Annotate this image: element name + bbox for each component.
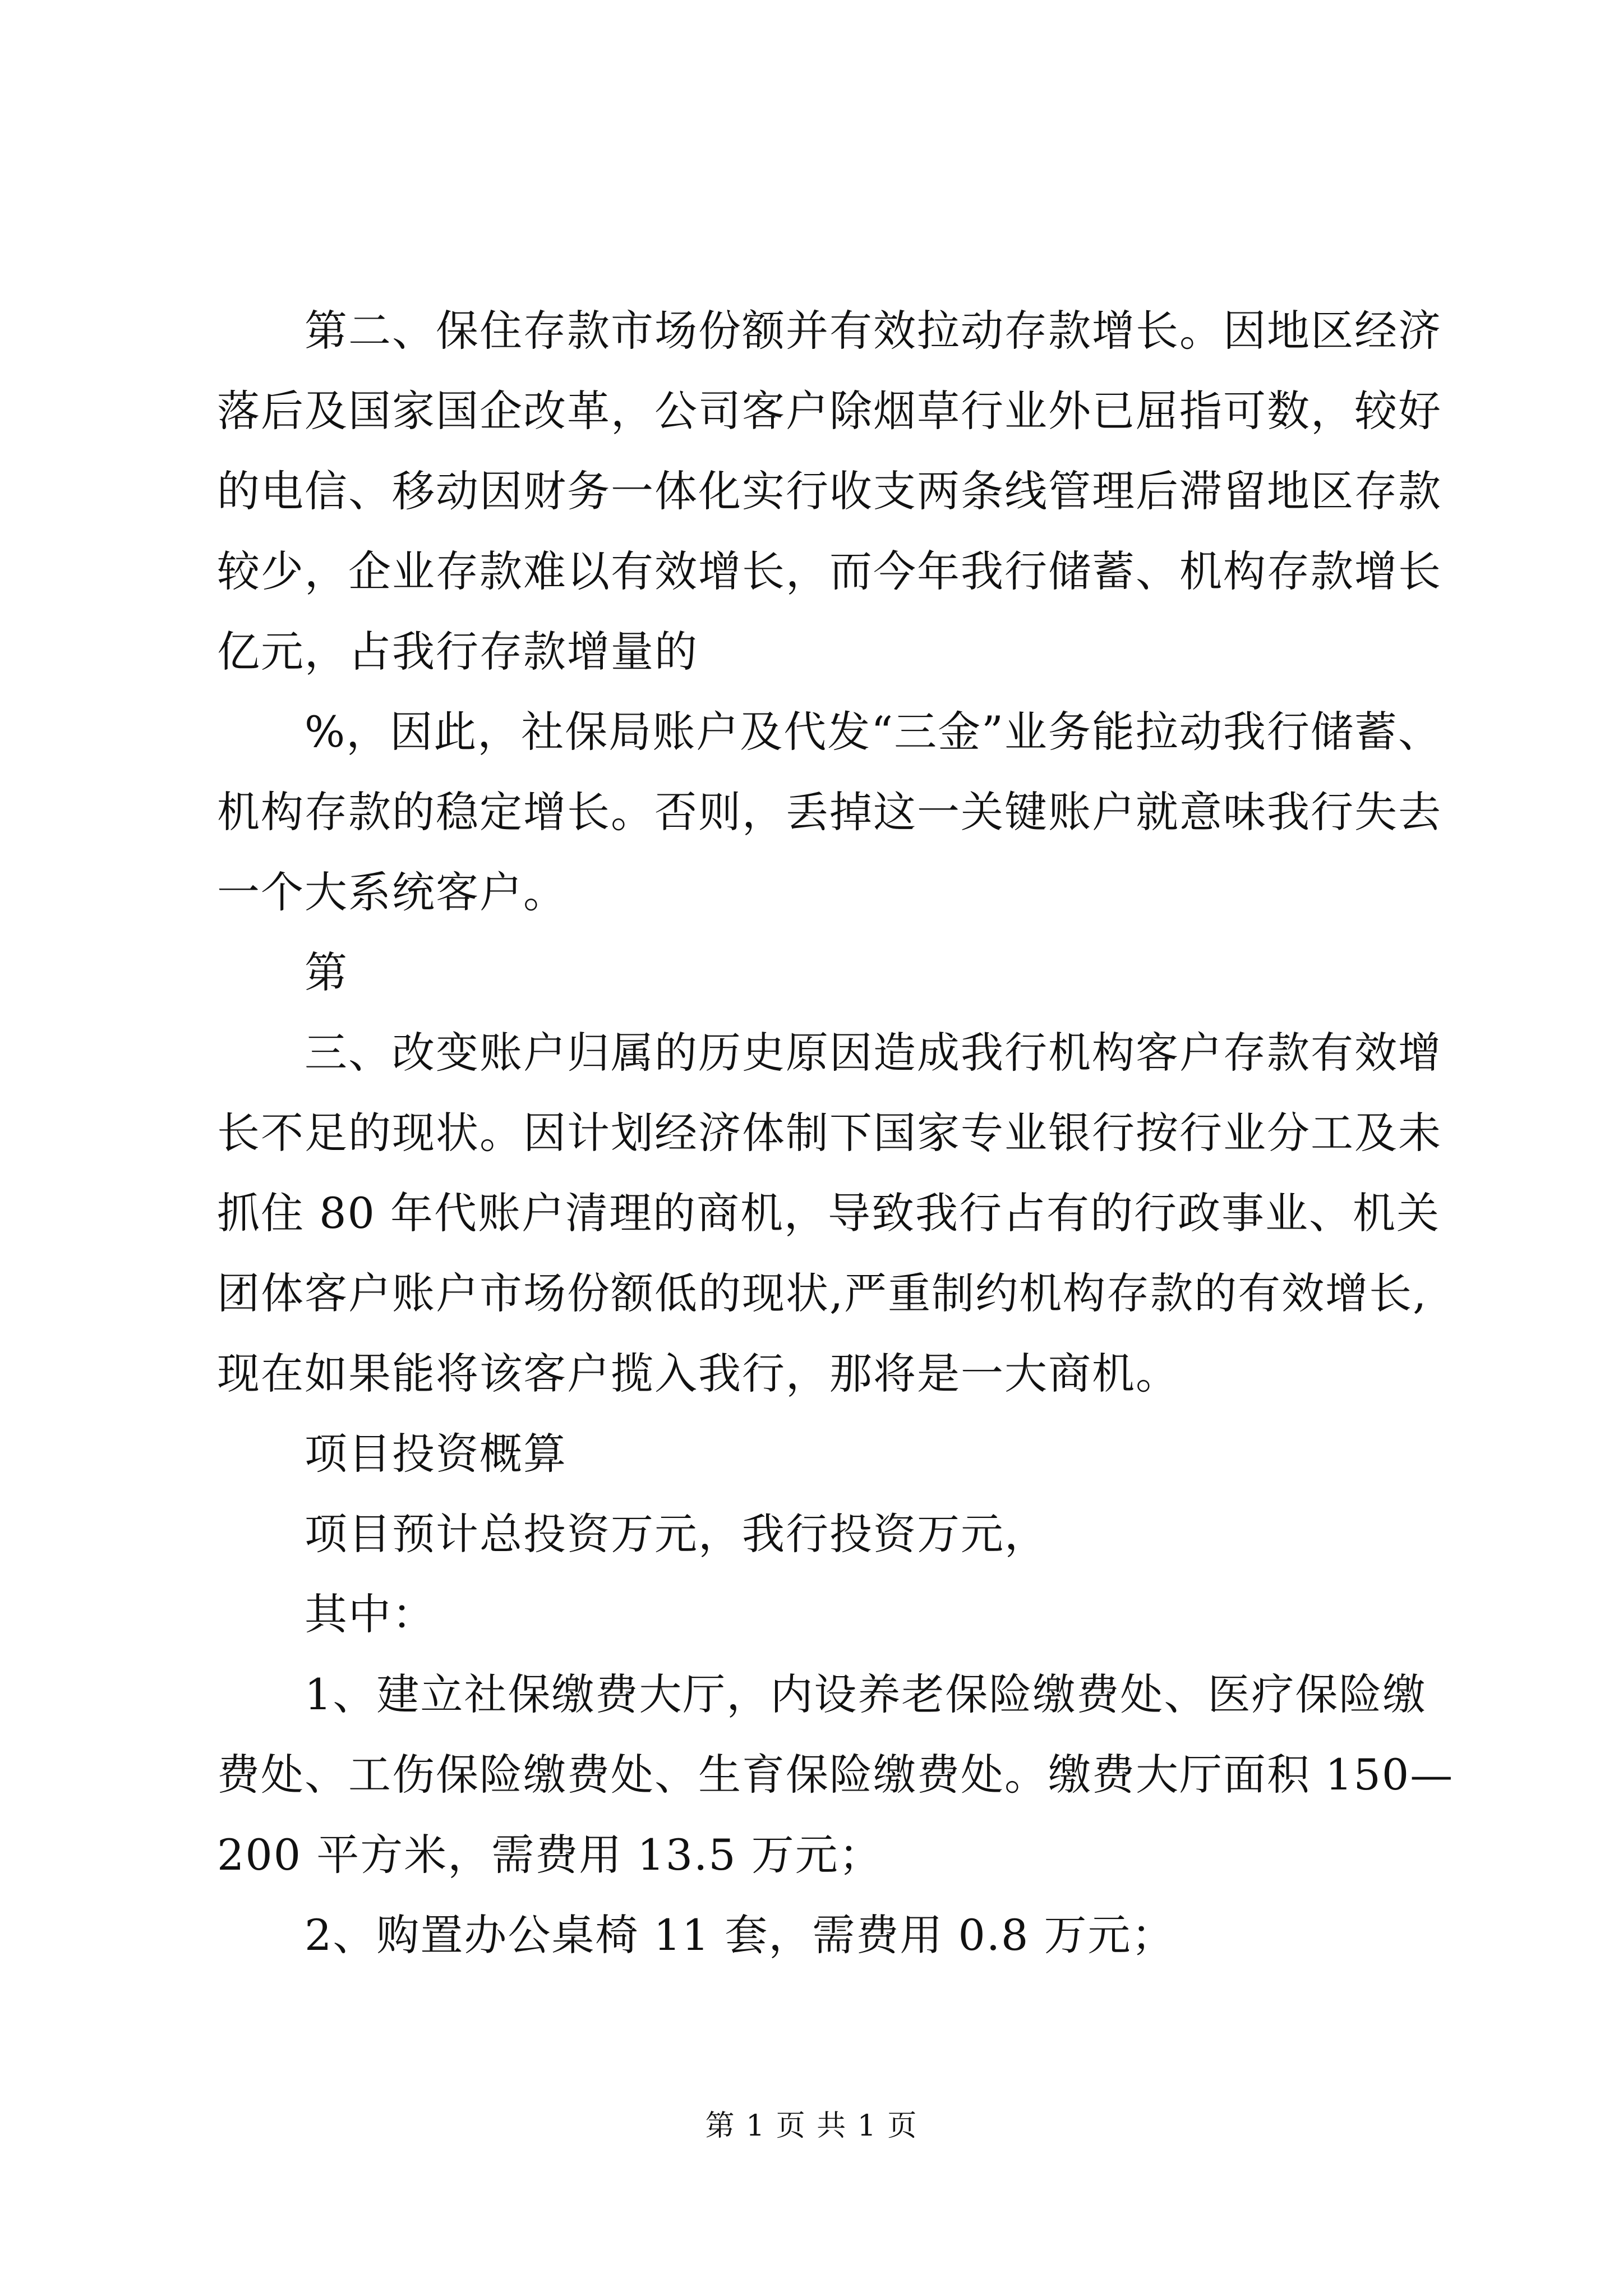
paragraph-line: 200 平方米，需费用 13.5 万元；	[217, 1830, 883, 1880]
section-heading: 项目投资概算	[305, 1429, 567, 1479]
paragraph-line: 的电信、移动因财务一体化实行收支两条线管理后滞留地区存款	[217, 466, 1442, 516]
paragraph-line: %，因此，社保局账户及代发“三金”业务能拉动我行储蓄、	[305, 707, 1442, 757]
paragraph-line: 费处、工伤保险缴费处、生育保险缴费处。缴费大厅面积 150—	[217, 1750, 1454, 1800]
paragraph-line: 长不足的现状。因计划经济体制下国家专业银行按行业分工及未	[217, 1108, 1442, 1158]
paragraph-line: 其中：	[305, 1589, 436, 1639]
paragraph-line: 第二、保住存款市场份额并有效拉动存款增长。因地区经济	[305, 306, 1442, 356]
list-item: 2、购置办公桌椅 11 套，需费用 0.8 万元；	[305, 1910, 1175, 1960]
paragraph-line: 团体客户账户市场份额低的现状,严重制约机构存款的有效增长,	[217, 1268, 1428, 1318]
paragraph-line: 现在如果能将该客户揽入我行，那将是一大商机。	[217, 1349, 1179, 1398]
paragraph-line: 亿元，占我行存款增量的	[217, 627, 698, 677]
paragraph-line: 抓住 80 年代账户清理的商机，导致我行占有的行政事业、机关	[217, 1188, 1441, 1238]
page-footer: 第 1 页 共 1 页	[705, 2109, 918, 2143]
paragraph-line: 机构存款的稳定增长。否则，丢掉这一关键账户就意味我行失去	[217, 787, 1442, 837]
paragraph-line: 项目预计总投资万元，我行投资万元，	[305, 1509, 1048, 1559]
paragraph-line: 一个大系统客户。	[217, 867, 567, 917]
paragraph-line: 较少，企业存款难以有效增长，而今年我行储蓄、机构存款增长	[217, 546, 1442, 596]
list-item: 1、建立社保缴费大厅，内设养老保险缴费处、医疗保险缴	[305, 1669, 1427, 1719]
paragraph-line: 第	[305, 947, 348, 997]
paragraph-line: 落后及国家国企改革，公司客户除烟草行业外已屈指可数，较好	[217, 386, 1442, 436]
paragraph-line: 三、改变账户归属的历史原因造成我行机构客户存款有效增	[305, 1028, 1442, 1078]
